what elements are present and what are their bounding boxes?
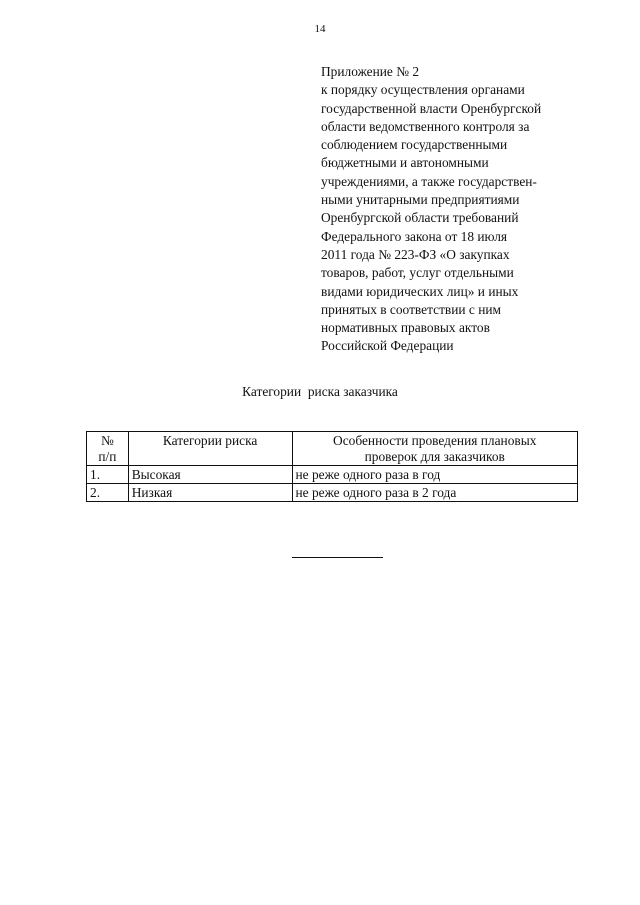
header-number-line2: п/п [98, 449, 117, 464]
header-number [87, 432, 129, 466]
row-category: Высокая [128, 466, 292, 484]
header-features-line2: проверок для заказчиков [364, 449, 505, 464]
table-row [87, 484, 578, 502]
header-number-line1: № [100, 433, 114, 448]
appendix-line: товаров, работ, услуг отдельными [321, 265, 514, 281]
row-number: 1. [87, 466, 129, 484]
appendix-line: Оренбургской области требований [321, 210, 519, 226]
table-row [87, 466, 578, 484]
appendix-line: области ведомственного контроля за [321, 118, 530, 134]
appendix-title: Приложение № 2 [321, 64, 420, 79]
appendix-line: государственной власти Оренбургской [321, 100, 542, 116]
risk-categories-table [86, 431, 578, 502]
appendix-block [321, 63, 621, 356]
row-number: 2. [87, 484, 129, 502]
table-header-row [87, 432, 578, 466]
end-of-document-rule [292, 557, 383, 558]
appendix-line: бюджетными и автономными [321, 155, 489, 171]
page-number: 14 [314, 23, 326, 35]
appendix-line: нормативных правовых актов [321, 320, 490, 336]
row-category: Низкая [128, 484, 292, 502]
appendix-line: Российской Федерации [321, 338, 454, 354]
appendix-line: к порядку осуществления органами [321, 82, 525, 98]
appendix-line: Федерального закона от 18 июля [321, 228, 508, 244]
appendix-line: принятых в соответствии с ним [321, 301, 502, 317]
row-features: не реже одного раза в 2 года [292, 484, 578, 502]
appendix-line: видами юридических лиц» и иных [321, 283, 519, 299]
header-category: Категории риска [128, 432, 292, 466]
row-features: не реже одного раза в год [292, 466, 578, 484]
appendix-line: 2011 года № 223-ФЗ «О закупках [321, 246, 510, 262]
header-features [292, 432, 578, 466]
header-features-line1: Особенности проведения плановых [333, 433, 537, 448]
section-title: Категории риска заказчика [242, 384, 398, 399]
appendix-line: ными унитарными предприятиями [321, 192, 520, 208]
appendix-line: учреждениями, а также государствен- [321, 173, 537, 189]
appendix-line: соблюдением государственными [321, 137, 508, 153]
